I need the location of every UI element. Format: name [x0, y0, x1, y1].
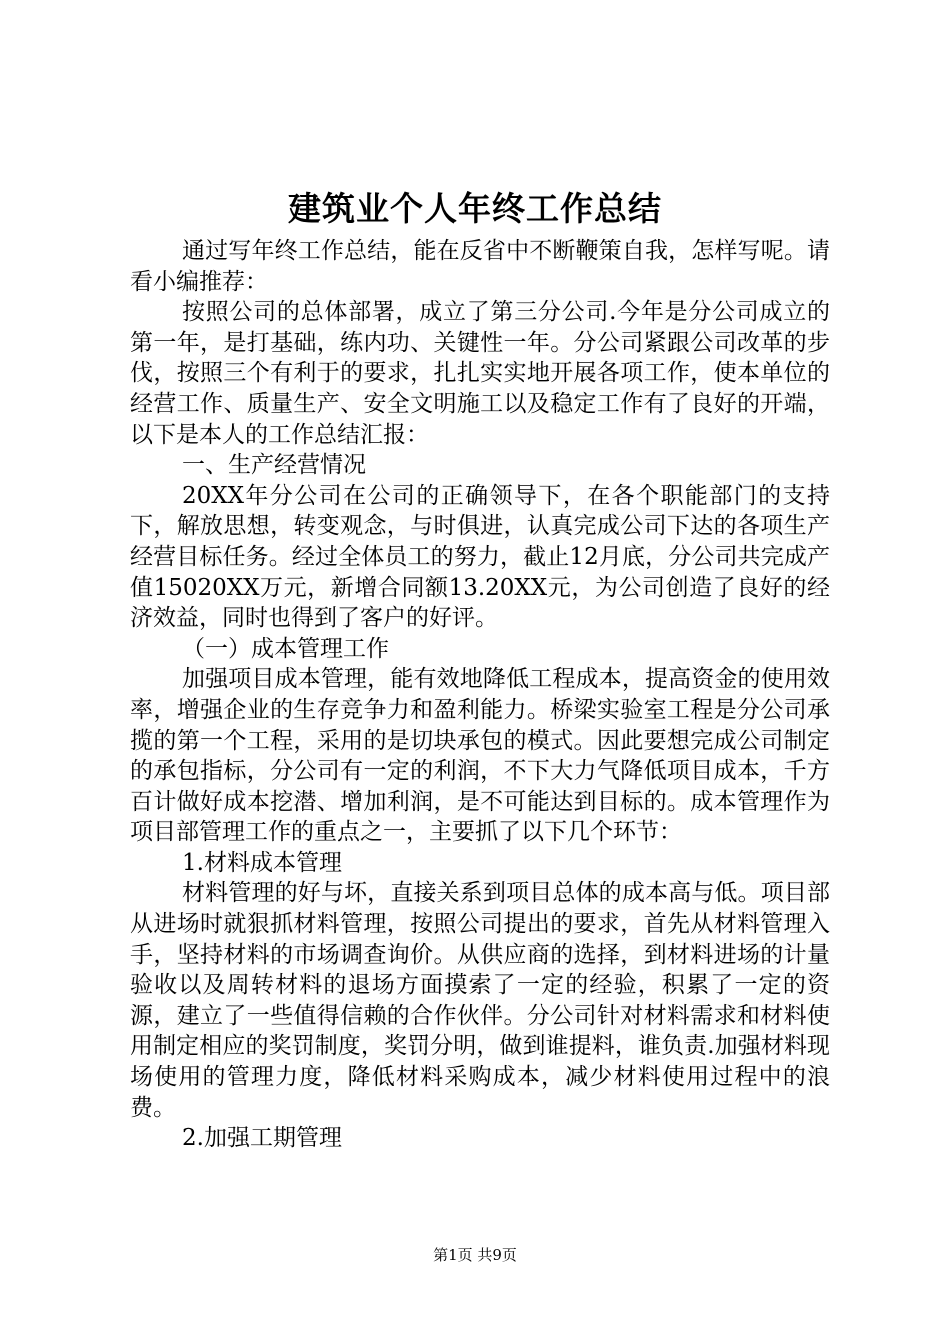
page-footer: 第1页 共9页: [433, 1246, 517, 1264]
item-heading-schedule: 2.加强工期管理: [182, 1125, 342, 1152]
deployment-paragraph: 按照公司的总体部署，成立了第三分公司.今年是分公司成立的第一年，是打基础，练内功、关键性一年。分公司紧跟公司改革的步伐，按照三个有利于的要求，扎扎实实地开展各项工作，使本单位的经营工作、质量生产、安全文明施工以及稳定工作有了良好的开端，以下是本人的工作总结汇报：: [130, 299, 830, 448]
section-heading-production: 一、生产经营情况: [182, 452, 366, 479]
intro-paragraph: 通过写年终工作总结，能在反省中不断鞭策自我，怎样写呢。请看小编推荐：: [130, 238, 830, 295]
document-body: [130, 236, 830, 1154]
document-title: 建筑业个人年终工作总结: [288, 189, 662, 228]
material-paragraph: 材料管理的好与坏，直接关系到项目总体的成本高与低。项目部从进场时就狠抓材料管理，按照公司提出的要求，首先从材料管理入手，坚持材料的市场调查询价。从供应商的选择，到材料进场的计量验收以及周转材料的退场方面摸索了一定的经验，积累了一定的资源，建立了一些值得信赖的合作伙伴。分公司针对材料需求和材料使用制定相应的奖罚制度，奖罚分明，做到谁提料，谁负责.加强材料现场使用的管理力度，降低材料采购成本，减少材料使用过程中的浪费。: [130, 880, 830, 1121]
item-heading-material: 1.材料成本管理: [182, 849, 342, 876]
subsection-heading-cost: （一）成本管理工作: [182, 635, 389, 662]
production-paragraph: 20XX年分公司在公司的正确领导下，在各个职能部门的支持下，解放思想，转变观念，与时俱进，认真完成公司下达的各项生产经营目标任务。经过全体员工的努力，截止12月底，分公司共完成产值15020XX万元，新增合同额13.20XX元，为公司创造了良好的经济效益，同时也得到了客户的好评。: [130, 482, 830, 632]
cost-paragraph: 加强项目成本管理，能有效地降低工程成本，提高资金的使用效率，增强企业的生存竞争力和盈利能力。桥梁实验室工程是分公司承揽的第一个工程，采用的是切块承包的模式。因此要想完成公司制定的承包指标，分公司有一定的利润，不下大力气降低项目成本，千方百计做好成本挖潜、增加利润，是不可能达到目标的。成本管理作为项目部管理工作的重点之一，主要抓了以下几个环节：: [130, 666, 830, 846]
